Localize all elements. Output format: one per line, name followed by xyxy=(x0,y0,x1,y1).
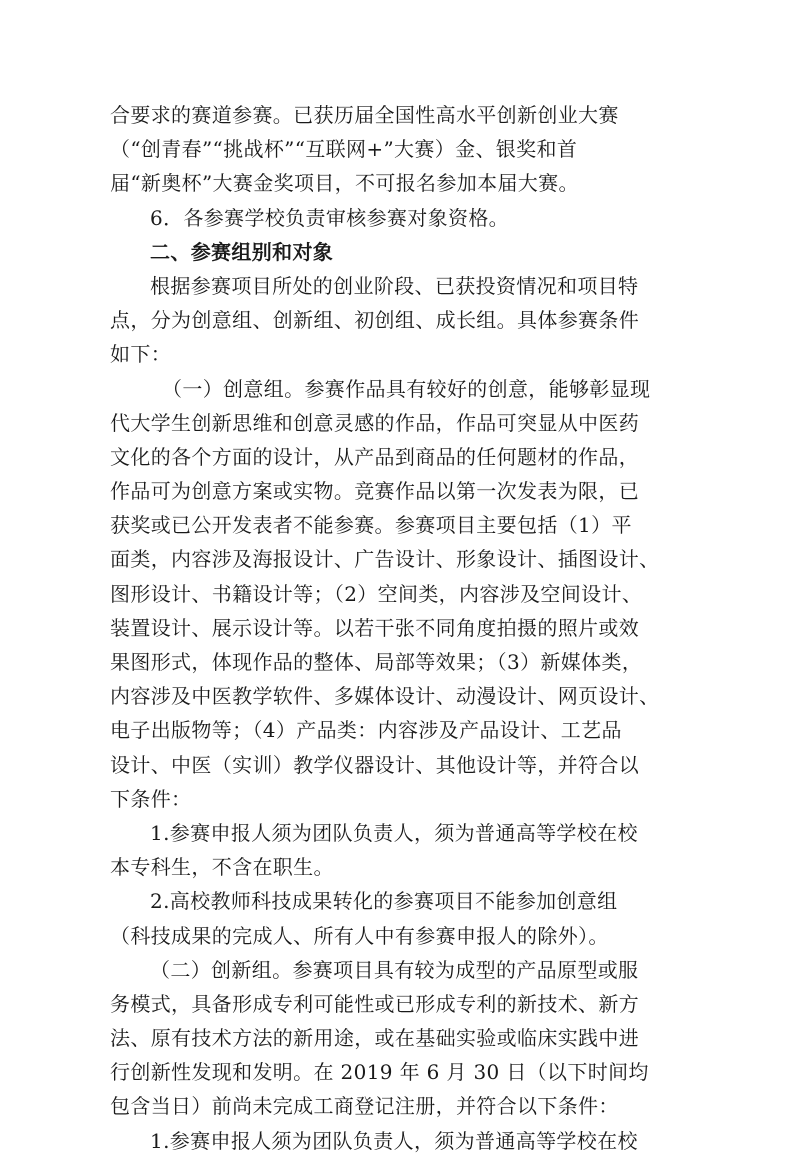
subsection-creative-group: （一）创意组。参赛作品具有较好的创意，能够彰显现 xyxy=(162,376,651,401)
section-heading: 二、参赛组别和对象 xyxy=(150,239,334,264)
paragraph-line: 合要求的赛道参赛。已获历届全国性高水平创新创业大赛 xyxy=(110,103,619,127)
paragraph-line: 务模式，具备形成专利可能性或已形成专利的新技术、新方 xyxy=(110,991,640,1016)
paragraph-line: 本专科生，不含在职生。 xyxy=(110,855,334,880)
paragraph-line: 点，分为创意组、创新组、初创组、成长组。具体参赛条件 xyxy=(110,308,640,333)
paragraph-line: 装置设计、展示设计等。以若干张不同角度拍摄的照片或效 xyxy=(110,615,640,640)
paragraph-line: 设计、中医（实训）教学仪器设计、其他设计等，并符合以 xyxy=(110,752,640,777)
paragraph-line: 作品可为创意方案或实物。竞赛作品以第一次发表为限，已 xyxy=(110,479,640,504)
paragraph-line: 下条件： xyxy=(110,786,192,811)
paragraph-line: （“创青春”“挑战杯”“互联网+”大赛）金、银奖和首 xyxy=(110,137,578,162)
document-body xyxy=(110,98,675,1158)
paragraph-line: 法、原有技术方法的新用途，或在基础实验或临床实践中进 xyxy=(110,1026,640,1051)
paragraph-line: 行创新性发现和发明。在 2019 年 6 月 30 日（以下时间均 xyxy=(110,1060,649,1085)
paragraph-line: （科技成果的完成人、所有人中有参赛申报人的除外）。 xyxy=(110,923,609,948)
list-item-6: 6．各参赛学校负责审核参赛对象资格。 xyxy=(150,205,510,230)
paragraph-line: 代大学生创新思维和创意灵感的作品，作品可突显从中医药 xyxy=(110,410,640,435)
paragraph-line: 如下： xyxy=(110,342,172,367)
paragraph-line: 包含当日）前尚未完成工商登记注册，并符合以下条件： xyxy=(110,1094,619,1119)
paragraph-line: 届“新奥杯”大赛金奖项目，不可报名参加本届大赛。 xyxy=(110,171,579,196)
paragraph-line: 获奖或已公开发表者不能参赛。参赛项目主要包括（1）平 xyxy=(110,513,632,538)
paragraph-line: 内容涉及中医教学软件、多媒体设计、动漫设计、网页设计、 xyxy=(110,684,660,709)
paragraph-line: 根据参赛项目所处的创业阶段、已获投资情况和项目特 xyxy=(150,273,639,298)
paragraph-line: 图形设计、书籍设计等；（2）空间类，内容涉及空间设计、 xyxy=(110,581,643,606)
list-item-1: 1.参赛申报人须为团队负责人，须为普通高等学校在校 xyxy=(150,820,638,845)
subsection-innovation-group: （二）创新组。参赛项目具有较为成型的产品原型或服 xyxy=(150,957,639,982)
list-item-1: 1.参赛申报人须为团队负责人，须为普通高等学校在校 xyxy=(150,1128,638,1153)
list-item-2: 2.高校教师科技成果转化的参赛项目不能参加创意组 xyxy=(150,889,618,914)
paragraph-line: 文化的各个方面的设计，从产品到商品的任何题材的作品， xyxy=(110,444,640,469)
paragraph-line: 面类，内容涉及海报设计、广告设计、形象设计、插图设计、 xyxy=(110,547,660,572)
paragraph-line: 电子出版物等；（4）产品类：内容涉及产品设计、工艺品 xyxy=(110,718,622,743)
paragraph-line: 果图形式，体现作品的整体、局部等效果；（3）新媒体类， xyxy=(110,650,643,674)
